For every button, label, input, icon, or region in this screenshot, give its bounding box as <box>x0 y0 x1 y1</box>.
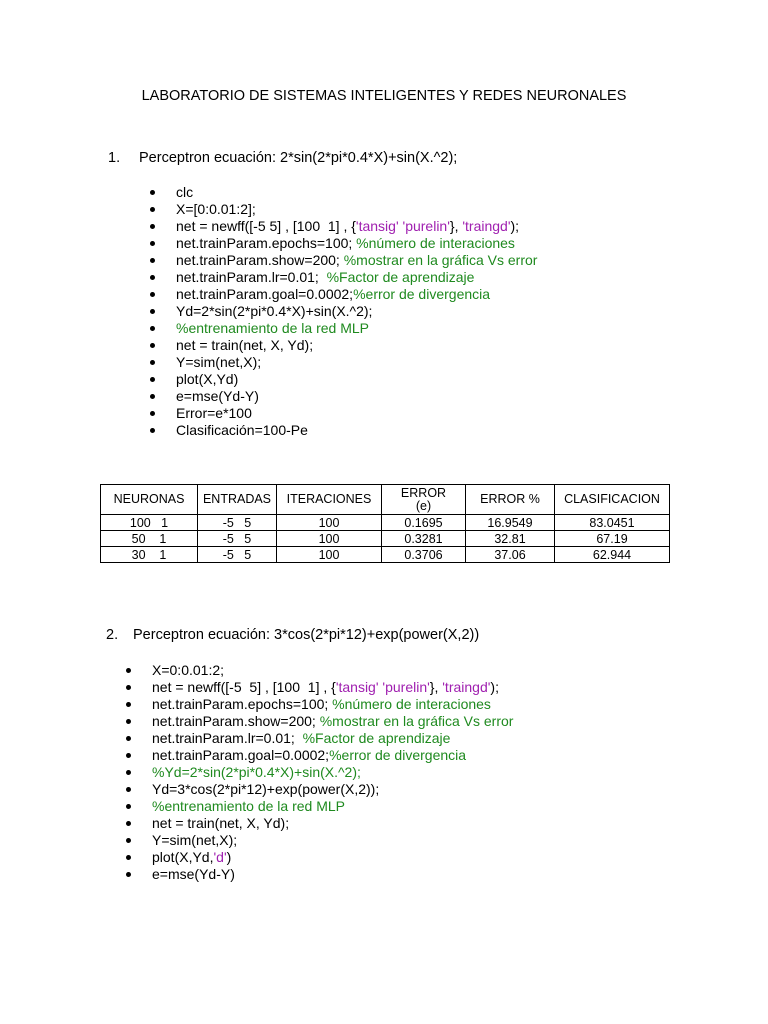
section-1-heading <box>108 150 457 166</box>
table-cell: 0.3281 <box>382 531 466 547</box>
code-line <box>150 303 537 320</box>
code-string: 'traingd' <box>462 218 511 234</box>
code-string: 'tansig' 'purelin' <box>355 218 450 234</box>
code-line <box>126 798 513 815</box>
code-text: net.trainParam.lr=0.01; <box>176 269 327 285</box>
table-cell: 100 <box>277 547 382 563</box>
code-line <box>150 235 537 252</box>
table-row <box>101 531 670 547</box>
code-comment: %mostrar en la gráfica Vs error <box>343 252 538 268</box>
header-iteraciones: ITERACIONES <box>277 485 382 515</box>
code-string: 'tansig' 'purelin' <box>335 679 430 695</box>
code-text: net.trainParam.show=200; <box>152 713 320 729</box>
section-2-title: Perceptron ecuación: 3*cos(2*pi*12)+exp(power(X,2)) <box>133 627 480 643</box>
code-line <box>126 696 513 713</box>
code-text: net.trainParam.goal=0.0002; <box>152 747 330 763</box>
code-line <box>150 388 537 405</box>
code-line <box>150 218 537 235</box>
code-text: net.trainParam.show=200; <box>176 252 344 268</box>
header-entradas: ENTRADAS <box>198 485 277 515</box>
code-comment: %mostrar en la gráfica Vs error <box>319 713 514 729</box>
code-text: }, <box>449 218 463 234</box>
header-error-e <box>382 485 466 515</box>
code-line <box>126 764 513 781</box>
section-2-heading <box>106 627 479 643</box>
table-cell: -5 5 <box>198 515 277 531</box>
code-text: Yd=2*sin(2*pi*0.4*X)+sin(X.^2); <box>176 303 373 319</box>
table-cell: -5 5 <box>198 547 277 563</box>
code-text: e=mse(Yd-Y) <box>152 866 235 882</box>
code-text: ); <box>490 679 499 695</box>
code-line <box>150 252 537 269</box>
section-2-number: 2. <box>106 627 119 643</box>
results-table <box>100 484 670 563</box>
table-row <box>101 547 670 563</box>
code-text: e=mse(Yd-Y) <box>176 388 259 404</box>
table-cell: 50 1 <box>101 531 198 547</box>
code-text: X=0:0.01:2; <box>152 662 225 678</box>
code-comment: %Factor de aprendizaje <box>302 730 451 746</box>
code-line <box>150 320 537 337</box>
code-comment: %error de divergencia <box>353 286 491 302</box>
code-text: Y=sim(net,X); <box>176 354 262 370</box>
code-text: Yd=3*cos(2*pi*12)+exp(power(X,2)); <box>152 781 380 797</box>
code-text: net.trainParam.goal=0.0002; <box>176 286 354 302</box>
table-cell: 0.1695 <box>382 515 466 531</box>
code-line <box>126 679 513 696</box>
code-comment: %entrenamiento de la red MLP <box>152 798 345 814</box>
code-comment: %número de interaciones <box>332 696 491 712</box>
code-string: 'traingd' <box>442 679 491 695</box>
code-line <box>150 371 537 388</box>
code-string: 'd' <box>213 849 227 865</box>
table-cell: 62.944 <box>555 547 670 563</box>
header-error-percent: ERROR % <box>466 485 555 515</box>
code-line <box>150 286 537 303</box>
code-text: net.trainParam.lr=0.01; <box>152 730 303 746</box>
table-cell: 67.19 <box>555 531 670 547</box>
table-cell: 37.06 <box>466 547 555 563</box>
table-cell: 100 <box>277 515 382 531</box>
section-1-code-list <box>150 184 537 439</box>
table-cell: 100 1 <box>101 515 198 531</box>
code-line <box>150 337 537 354</box>
code-text: net = newff([-5 5] , [100 1] , { <box>152 679 336 695</box>
code-line <box>150 422 537 439</box>
code-line <box>150 405 537 422</box>
code-line <box>126 832 513 849</box>
code-text: ); <box>510 218 520 234</box>
section-1-title: Perceptron ecuación: 2*sin(2*pi*0.4*X)+sin(X.^2); <box>139 150 458 166</box>
code-text: net = newff([-5 5] , [100 1] , { <box>176 218 356 234</box>
code-text: Y=sim(net,X); <box>152 832 238 848</box>
code-text: net.trainParam.epochs=100; <box>152 696 333 712</box>
code-line <box>150 184 537 201</box>
code-line <box>126 730 513 747</box>
header-error-line1: ERROR <box>400 485 447 500</box>
header-neuronas: NEURONAS <box>101 485 198 515</box>
table-header-row <box>101 485 670 515</box>
code-comment: %número de interaciones <box>356 235 515 251</box>
table-cell: 30 1 <box>101 547 198 563</box>
code-text: plot(X,Yd, <box>152 849 214 865</box>
code-line <box>126 866 513 883</box>
code-text: clc <box>176 184 194 200</box>
code-line <box>126 662 513 679</box>
code-text: Error=e*100 <box>176 405 252 421</box>
section-2-code-list <box>126 662 513 883</box>
code-comment: %error de divergencia <box>329 747 467 763</box>
table-cell: 32.81 <box>466 531 555 547</box>
header-clasificacion: CLASIFICACION <box>555 485 670 515</box>
code-comment: %entrenamiento de la red MLP <box>176 320 369 336</box>
header-error-line2: (e) <box>415 498 432 513</box>
code-text: Clasificación=100-Pe <box>176 422 308 438</box>
table-cell: 100 <box>277 531 382 547</box>
code-line <box>150 201 537 218</box>
code-line <box>126 713 513 730</box>
table-cell: 0.3706 <box>382 547 466 563</box>
code-line <box>126 747 513 764</box>
code-text: X=[0:0.01:2]; <box>176 201 256 217</box>
code-line <box>126 849 513 866</box>
code-text: plot(X,Yd) <box>176 371 239 387</box>
table-cell: 83.0451 <box>555 515 670 531</box>
code-line <box>126 781 513 798</box>
code-text: net = train(net, X, Yd); <box>176 337 314 353</box>
section-1-number: 1. <box>108 150 121 166</box>
code-comment: %Factor de aprendizaje <box>326 269 475 285</box>
code-line <box>150 354 537 371</box>
code-text: }, <box>429 679 443 695</box>
table-cell: 16.9549 <box>466 515 555 531</box>
table-cell: -5 5 <box>198 531 277 547</box>
code-text: net = train(net, X, Yd); <box>152 815 290 831</box>
code-text: ) <box>226 849 232 865</box>
code-line <box>150 269 537 286</box>
code-text: net.trainParam.epochs=100; <box>176 235 357 251</box>
document-title: LABORATORIO DE SISTEMAS INTELIGENTES Y REDES NEURONALES <box>141 88 627 104</box>
code-line <box>126 815 513 832</box>
code-comment: %Yd=2*sin(2*pi*0.4*X)+sin(X.^2); <box>152 764 361 780</box>
table-row <box>101 515 670 531</box>
